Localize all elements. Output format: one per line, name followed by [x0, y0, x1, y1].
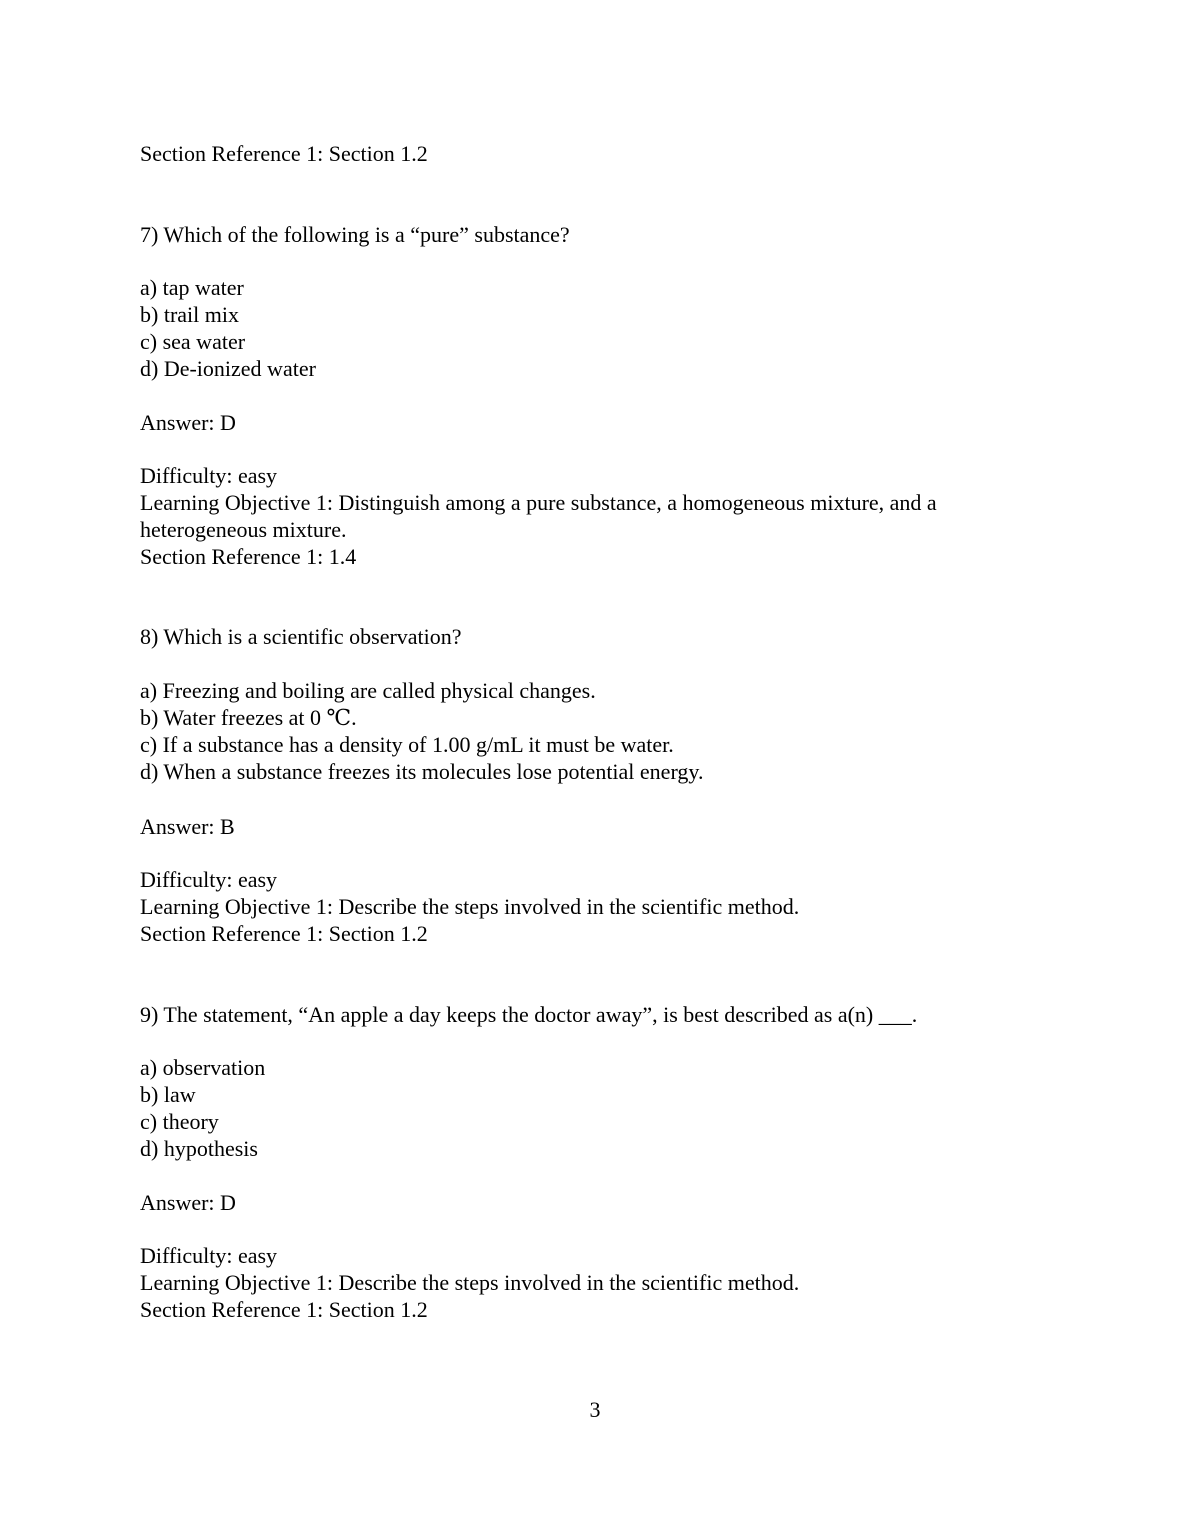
question-9-option-a: a) observation: [140, 1055, 266, 1080]
question-8-difficulty: Difficulty: easy: [140, 867, 278, 892]
question-8-option-a: a) Freezing and boiling are called physical changes.: [140, 678, 596, 703]
question-8-section-reference: Section Reference 1: Section 1.2: [140, 921, 428, 946]
question-7-prompt: 7) Which of the following is a “pure” substance?: [140, 222, 570, 247]
question-9-answer: Answer: D: [140, 1190, 236, 1215]
question-8-prompt: 8) Which is a scientific observation?: [140, 624, 462, 649]
question-7-learning-objective: Learning Objective 1: Distinguish among a pure substance, a homogeneous mixture, and a: [140, 490, 937, 515]
page-number: 3: [589, 1397, 601, 1422]
question-8-answer: Answer: B: [140, 814, 235, 839]
question-9-prompt: 9) The statement, “An apple a day keeps the doctor away”, is best described as a(n) ___.: [140, 1002, 918, 1027]
question-7-option-b: b) trail mix: [140, 302, 239, 327]
question-9-learning-objective: Learning Objective 1: Describe the steps involved in the scientific method.: [140, 1270, 800, 1295]
question-9-option-d: d) hypothesis: [140, 1136, 258, 1161]
question-8-option-d: d) When a substance freezes its molecules lose potential energy.: [140, 759, 704, 784]
question-8-option-c: c) If a substance has a density of 1.00 g/mL it must be water.: [140, 732, 674, 757]
question-8-learning-objective: Learning Objective 1: Describe the steps involved in the scientific method.: [140, 894, 800, 919]
question-7-answer: Answer: D: [140, 410, 236, 435]
question-7-learning-objective-continued: heterogeneous mixture.: [140, 517, 347, 542]
question-9-difficulty: Difficulty: easy: [140, 1243, 278, 1268]
question-7-option-c: c) sea water: [140, 329, 246, 354]
question-7-option-a: a) tap water: [140, 275, 244, 300]
question-8-option-b: b) Water freezes at 0 ℃.: [140, 705, 357, 730]
question-7-section-reference: Section Reference 1: 1.4: [140, 544, 357, 569]
question-9-option-c: c) theory: [140, 1109, 219, 1134]
question-9-option-b: b) law: [140, 1082, 196, 1107]
question-7-option-d: d) De-ionized water: [140, 356, 316, 381]
question-9-section-reference: Section Reference 1: Section 1.2: [140, 1297, 428, 1322]
section-reference-top: Section Reference 1: Section 1.2: [140, 141, 428, 166]
question-7-difficulty: Difficulty: easy: [140, 463, 278, 488]
